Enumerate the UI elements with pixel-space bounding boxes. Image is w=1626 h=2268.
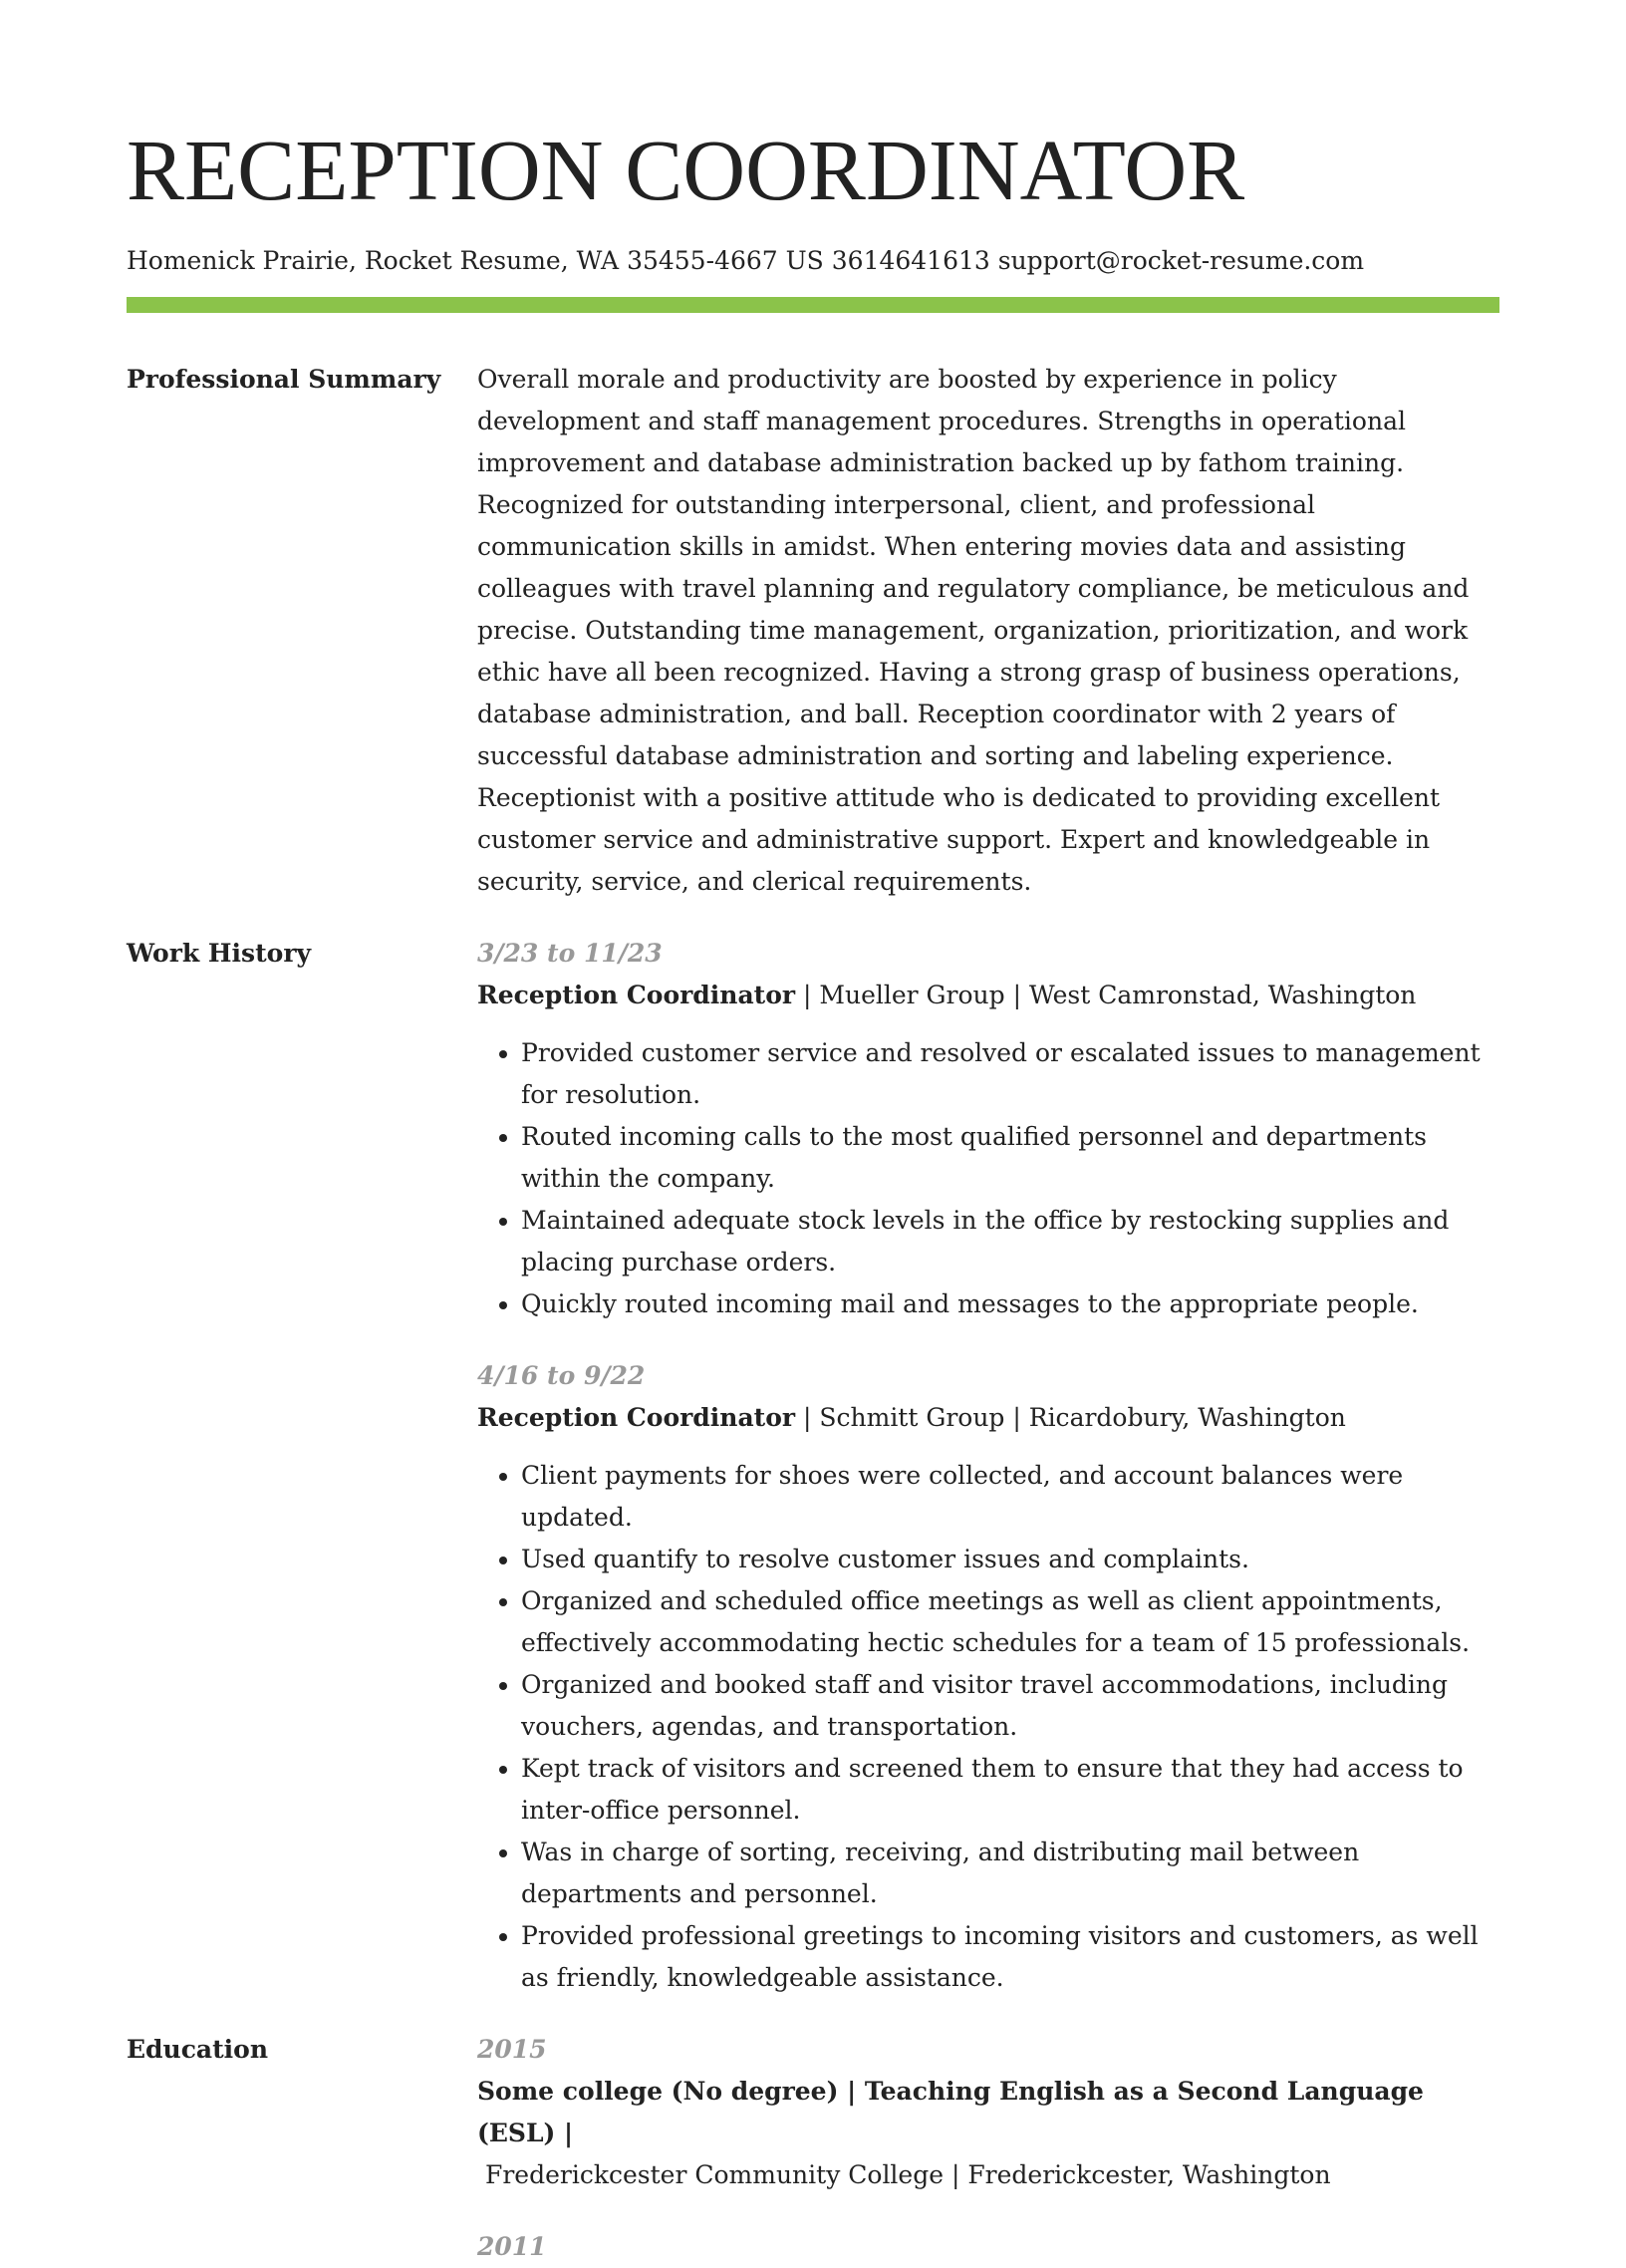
job-bullet: • Routed incoming calls to the most qualified personnel and departments within the company.: [521, 1116, 1499, 1200]
education-heading: Education: [127, 2035, 269, 2064]
job-bullet: • Client payments for shoes were collected, and account balances were updated.: [521, 1455, 1499, 1539]
resume-name: RECEPTION COORDINATOR: [127, 122, 1245, 218]
work-history-body: [477, 933, 1499, 1999]
summary-section: [127, 359, 1499, 903]
job-heading: [477, 1397, 1499, 1439]
education-school: Frederickcester Community College | Frederickcester, Washington: [485, 2160, 1331, 2189]
work-history-section: [127, 933, 1499, 1999]
job-bullet: • Organized and scheduled office meetings as well as client appointments, effectively accommodating hectic schedules for a team of 15 professionals.: [521, 1580, 1499, 1664]
job-title: Reception Coordinator: [477, 981, 796, 1009]
contact-info: Homenick Prairie, Rocket Resume, WA 35455-4667 US 3614641613 support@rocket-resume.com: [127, 246, 1365, 275]
job-company-location: | Mueller Group | West Camronstad, Washington: [795, 981, 1417, 1009]
education-section: [127, 2029, 1499, 2268]
summary-body: [477, 359, 1499, 903]
job-bullet: • Organized and booked staff and visitor travel accommodations, including vouchers, agendas, and transportation.: [521, 1664, 1499, 1748]
education-entry: [477, 2226, 1499, 2268]
job-bullets: [477, 1455, 1499, 1999]
job-bullet: • Maintained adequate stock levels in the office by restocking supplies and placing purchase orders.: [521, 1200, 1499, 1283]
job-entry: [477, 1355, 1499, 1999]
job-heading: [477, 975, 1499, 1016]
job-dates: 4/16 to 9/22: [477, 1361, 646, 1390]
header-divider: [127, 297, 1499, 313]
job-bullet: • Kept track of visitors and screened them to ensure that they had access to inter-office personnel.: [521, 1748, 1499, 1832]
job-bullet: • Provided customer service and resolved or escalated issues to management for resolution.: [521, 1032, 1499, 1116]
job-bullet: • Was in charge of sorting, receiving, and distributing mail between departments and personnel.: [521, 1832, 1499, 1915]
job-bullets: [477, 1032, 1499, 1325]
education-degree: Some college (No degree) | Teaching English as a Second Language (ESL) |: [477, 2077, 1424, 2147]
summary-heading: Professional Summary: [127, 365, 441, 394]
education-body: [477, 2029, 1499, 2268]
job-bullet: • Provided professional greetings to incoming visitors and customers, as well as friendly, knowledgeable assistance.: [521, 1915, 1499, 1999]
job-bullet: • Quickly routed incoming mail and messages to the appropriate people.: [521, 1283, 1499, 1325]
resume-page: [127, 0, 1499, 2268]
job-title: Reception Coordinator: [477, 1403, 796, 1432]
work-history-heading: Work History: [127, 939, 312, 968]
education-year: 2015: [477, 2035, 547, 2064]
job-dates: 3/23 to 11/23: [477, 939, 663, 968]
education-year: 2011: [477, 2232, 547, 2261]
job-company-location: | Schmitt Group | Ricardobury, Washington: [795, 1403, 1346, 1432]
job-entry: [477, 933, 1499, 1325]
summary-text: Overall morale and productivity are boosted by experience in policy development and staff management procedures. Strengths in operational improvement and database administration backed up by fathom training. Recognized for outstanding interpersonal, client, and professional communication skills in amidst. When entering movies data and assisting colleagues with travel planning and regulatory compliance, be meticulous and precise. Outstanding time management, organization, prioritization, and work ethic have all been recognized. Having a strong grasp of business operations, database administration, and ball. Reception coordinator with 2 years of successful database administration and sorting and labeling experience. Receptionist with a positive attitude who is dedicated to providing excellent customer service and administrative support. Expert and knowledgeable in security, service, and clerical requirements.: [477, 365, 1470, 896]
job-bullet: • Used quantify to resolve customer issues and complaints.: [521, 1539, 1499, 1580]
education-entry: [477, 2029, 1499, 2196]
